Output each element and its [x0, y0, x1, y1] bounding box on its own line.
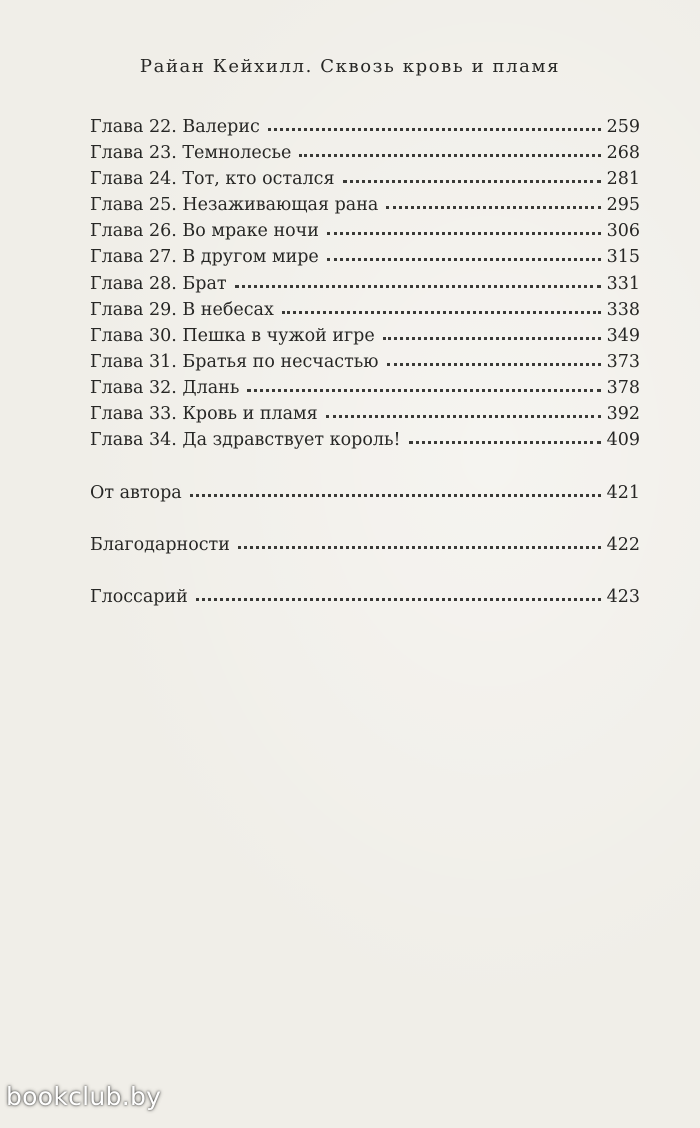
toc-entry: [90, 244, 640, 270]
toc-entry-title: От автора: [90, 483, 182, 504]
toc-entry: [90, 349, 640, 375]
toc-entry: [90, 218, 640, 244]
toc-entry-title: Глава 25. Незаживающая рана: [90, 195, 379, 216]
dot-leader: [282, 305, 601, 314]
toc-entry-title: Благодарности: [90, 535, 230, 556]
toc-entry: [90, 140, 640, 166]
toc-entry: [90, 297, 640, 323]
toc-entry: [90, 323, 640, 349]
toc-entry-title: Глава 33. Кровь и пламя: [90, 404, 318, 425]
toc-entry: [90, 114, 640, 140]
toc-entry-title: Глава 28. Брат: [90, 273, 227, 294]
toc-entry-page: 338: [606, 299, 640, 320]
dot-leader: [326, 409, 601, 418]
dot-leader: [327, 252, 601, 261]
toc-entry-page: 422: [606, 535, 640, 556]
toc-entry-title: Глава 34. Да здравствует король!: [90, 430, 401, 451]
toc-entry-title: Глава 30. Пешка в чужой игре: [90, 325, 375, 346]
dot-leader: [196, 592, 601, 601]
toc-entry-page: 259: [606, 117, 640, 137]
dot-leader: [409, 435, 601, 444]
toc-entry: [90, 271, 640, 297]
toc-entry-title: Глава 23. Темнолесье: [90, 143, 292, 164]
toc-entry-title: Глоссарий: [90, 587, 188, 608]
toc-entry-title: Глава 22. Валерис: [90, 117, 260, 137]
toc-entry-page: 281: [606, 169, 640, 190]
toc-entry-acknowledgements: [90, 532, 640, 558]
toc-entry-title: Глава 26. Во мраке ночи: [90, 221, 319, 242]
dot-leader: [235, 279, 601, 288]
toc-entry-page: 373: [606, 351, 640, 372]
toc-entry-author-note: [90, 480, 640, 506]
toc-entry: [90, 192, 640, 218]
toc-entry-title: Глава 27. В другом мире: [90, 247, 319, 268]
toc-entry-title: Глава 24. Тот, кто остался: [90, 169, 335, 190]
toc-entry-page: 349: [606, 325, 640, 346]
dot-leader: [190, 488, 601, 497]
dot-leader: [387, 357, 601, 366]
dot-leader: [238, 540, 601, 549]
dot-leader: [383, 331, 601, 340]
toc-entry-title: Глава 29. В небесах: [90, 299, 274, 320]
toc-entry-page: 423: [606, 587, 640, 608]
table-of-contents: [90, 114, 640, 610]
toc-entry-page: 378: [606, 377, 640, 398]
site-watermark: bookclub.by: [6, 1082, 162, 1111]
running-head: Райан Кейхилл. Сквозь кровь и пламя: [139, 56, 561, 77]
toc-entry: [90, 375, 640, 401]
toc-entry-page: 315: [606, 247, 640, 268]
toc-entry: [90, 427, 640, 453]
toc-entry: [90, 401, 640, 427]
toc-entry-page: 295: [606, 195, 640, 216]
toc-entry-page: 331: [606, 273, 640, 294]
toc-entry-title: Глава 32. Длань: [90, 377, 240, 398]
toc-entry-page: 409: [606, 430, 640, 451]
dot-leader: [268, 122, 601, 131]
dot-leader: [386, 200, 600, 209]
toc-entry-page: 306: [606, 221, 640, 242]
toc-entry-page: 392: [606, 404, 640, 425]
toc-entry-title: Глава 31. Братья по несчастью: [90, 351, 379, 372]
dot-leader: [247, 383, 600, 392]
dot-leader: [299, 148, 600, 157]
dot-leader: [327, 226, 601, 235]
toc-entry-glossary: [90, 584, 640, 610]
toc-entry-page: 268: [606, 143, 640, 164]
toc-entry-page: 421: [606, 483, 640, 504]
toc-entry: [90, 166, 640, 192]
dot-leader: [343, 174, 601, 183]
